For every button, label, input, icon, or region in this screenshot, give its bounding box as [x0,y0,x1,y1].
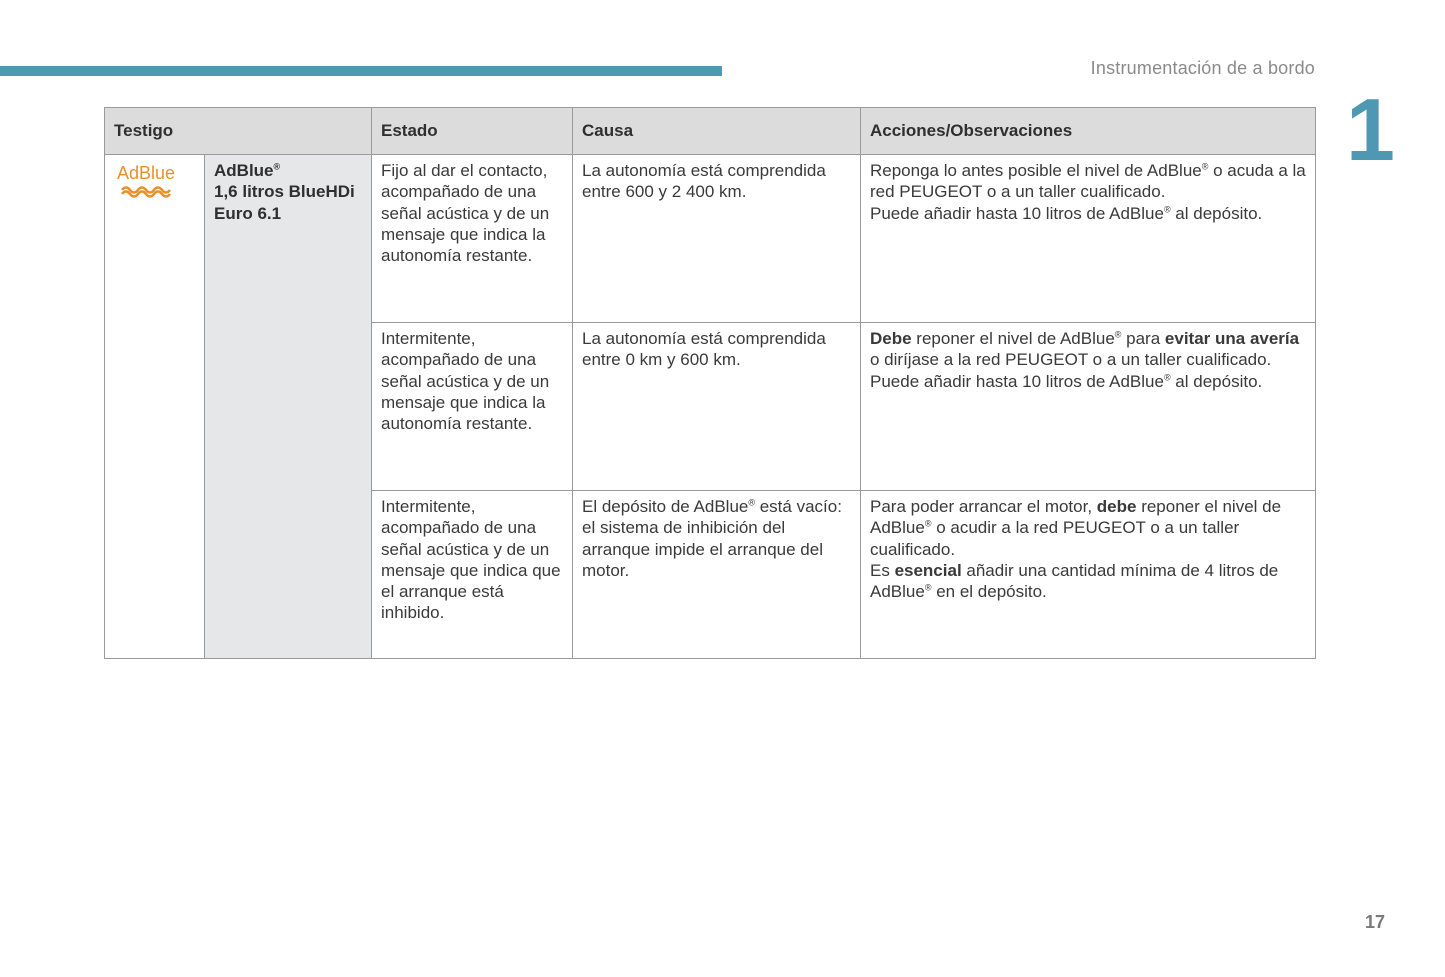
accion-text: Puede añadir hasta 10 litros de AdBlue [870,371,1164,391]
accion-cell [861,155,1316,323]
accion-text: reponer el nivel de AdBlue [870,497,1282,538]
header-acciones: Acciones/Observaciones [861,108,1316,155]
accion-text: en el depósito. [931,582,1047,602]
accion-cell [861,491,1316,659]
accion-text: Para poder arrancar el motor, [870,497,1097,516]
header-causa: Causa [573,108,861,155]
adblue-icon-text: AdBlue [116,163,176,183]
label-norm: Euro 6.1 [214,203,282,223]
accion-bold: debe [1096,497,1137,516]
estado-cell: Fijo al dar el contacto, acompañado de una señal acústica y de un mensaje que indica la autonomía restante. [372,155,573,323]
registered-mark: ® [1201,161,1209,172]
causa-cell: La autonomía está comprendida entre 0 km y 600 km. [573,323,861,491]
estado-cell: Intermitente, acompañado de una señal acústica y de un mensaje que indica que el arranque está inhibido. [372,491,573,659]
causa-text: está vacío: el sistema de inhibición del arranque impide el arranque del motor. [582,497,842,580]
accion-text: o diríjase a la red PEUGEOT o a un taller cualificado. [870,350,1272,370]
accion-cell [861,323,1316,491]
accion-text: o acudir a la red PEUGEOT o a un taller cualificado. [870,518,1240,559]
causa-cell [573,491,861,659]
table-row [105,155,1316,323]
registered-mark: ® [924,582,932,593]
registered-mark: ® [1163,203,1171,214]
estado-cell: Intermitente, acompañado de una señal acústica y de un mensaje que indica la autonomía restante. [372,323,573,491]
causa-text: El depósito de AdBlue [582,497,749,516]
accion-text: reponer el nivel de AdBlue [911,329,1115,348]
accion-text: al depósito. [1170,203,1263,223]
accion-text: para [1121,329,1165,348]
header-accent-bar [0,66,722,76]
label-name: AdBlue [214,161,274,180]
warning-lights-table [104,107,1316,659]
table-header-row [105,108,1316,155]
section-title: Instrumentación de a bordo [1090,58,1315,78]
accion-text: o acuda a la red PEUGEOT o a un taller cualificado. [870,161,1306,202]
accion-bold: Debe [870,329,912,348]
icon-cell [105,155,205,659]
accion-text: añadir una cantidad mínima de 4 litros de AdBlue [870,560,1279,602]
label-cell [205,155,372,659]
registered-mark: ® [924,518,932,529]
header-testigo: Testigo [105,108,372,155]
adblue-warning-icon [114,160,178,200]
accion-bold: esencial [894,560,962,580]
accion-text: Reponga lo antes posible el nivel de AdBlue [870,161,1202,180]
causa-cell: La autonomía está comprendida entre 600 y 2 400 km. [573,155,861,323]
registered-mark: ® [748,497,755,508]
accion-text: al depósito. [1170,371,1263,391]
accion-bold: evitar una avería [1164,329,1300,348]
accion-text: Es [870,560,895,580]
header-estado: Estado [372,108,573,155]
page-number: 17 [1364,912,1385,932]
chapter-number: 1 [1346,80,1395,179]
registered-mark: ® [273,161,281,172]
label-engine: 1,6 litros BlueHDi [214,182,355,202]
registered-mark: ® [1114,329,1122,340]
registered-mark: ® [1163,371,1171,382]
accion-text: Puede añadir hasta 10 litros de AdBlue [870,203,1164,223]
